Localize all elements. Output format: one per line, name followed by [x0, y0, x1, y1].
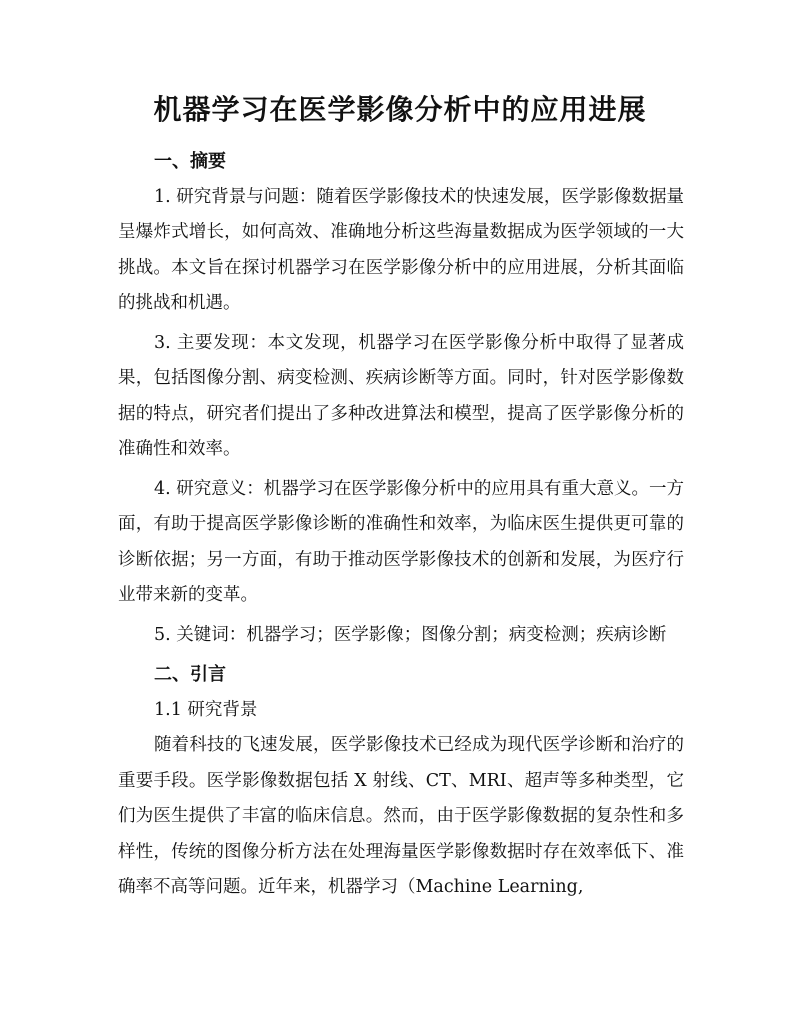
subsection-heading-background: 1.1 研究背景	[154, 699, 258, 720]
paragraph-significance: 4. 研究意义：机器学习在医学影像分析中的应用具有重大意义。一方面，有助于提高医学影像诊断的准确性和效率，为临床医生提供更可靠的诊断依据；另一方面，有助于推动医学影像技术的创新和发展，为医疗行业带来新的变革。	[118, 478, 684, 605]
section-heading-abstract: 一、摘要	[154, 151, 226, 172]
paragraph-intro: 随着科技的飞速发展，医学影像技术已经成为现代医学诊断和治疗的重要手段。医学影像数据包括 X 射线、CT、MRI、超声等多种类型，它们为医生提供了丰富的临床信息。然而，由于医学影像数据的复杂性和多样性，传统的图像分析方法在处理海量医学影像数据时存在效率低下、准确率不高等问题。近年来，机器学习（Machine Learning,	[118, 735, 684, 897]
paragraph-findings: 3. 主要发现：本文发现，机器学习在医学影像分析中取得了显著成果，包括图像分割、病变检测、疾病诊断等方面。同时，针对医学影像数据的特点，研究者们提出了多种改进算法和模型，提高了医学影像分析的准确性和效率。	[118, 332, 684, 459]
document-body	[118, 144, 684, 906]
section-heading-intro: 二、引言	[154, 664, 226, 685]
paragraph-background: 1. 研究背景与问题：随着医学影像技术的快速发展，医学影像数据量呈爆炸式增长，如何高效、准确地分析这些海量数据成为医学领域的一大挑战。本文旨在探讨机器学习在医学影像分析中的应用进展，分析其面临的挑战和机遇。	[118, 186, 684, 313]
paragraph-keywords: 5. 关键词：机器学习；医学影像；图像分割；病变检测；疾病诊断	[154, 624, 667, 645]
document-title: 机器学习在医学影像分析中的应用进展	[153, 93, 647, 126]
